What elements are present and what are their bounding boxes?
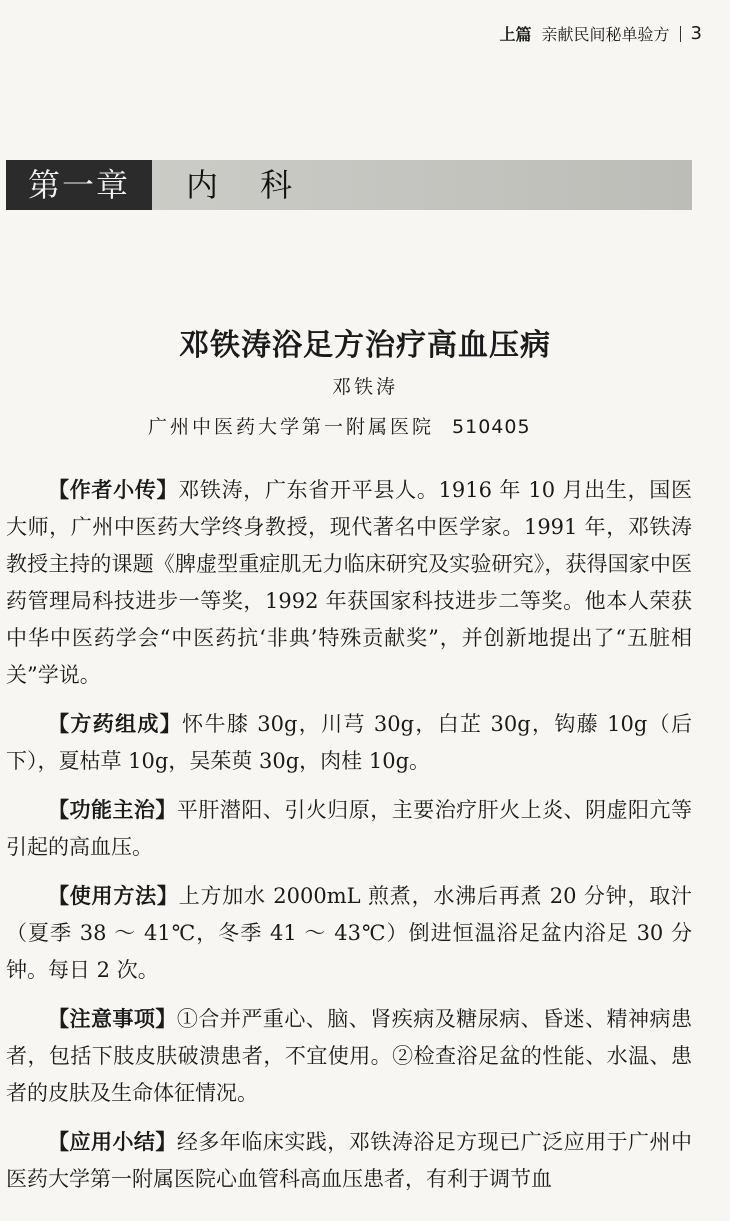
section-label: 【使用方法】	[48, 884, 179, 908]
page-number: 3	[690, 23, 702, 44]
section-text: 经多年临床实践，邓铁涛浴足方现已广泛应用于广州中医药大学第一附属医院心血管科高血压患者，有利于调节血	[6, 1130, 693, 1191]
section-ingredients	[6, 706, 692, 780]
running-header	[500, 22, 702, 45]
section-label: 【应用小结】	[48, 1130, 177, 1154]
section-text: 邓铁涛，广东省开平县人。1916 年 10 月出生，国医大师，广州中医药大学终身教授，现代著名中医学家。1991 年，邓铁涛教授主持的课题《脾虚型重症肌无力临床研究及实验研究》，获得国家中医药管理局科技进步一等奖，1992 年获国家科技进步二等奖。他本人荣获中华中医药学会“中医药抗‘非典’特殊贡献奖”，并创新地提出了“五脏相关”学说。	[6, 478, 692, 687]
section-label: 【功能主治】	[48, 798, 177, 822]
section-text: 怀牛膝 30g，川芎 30g，白芷 30g，钩藤 10g（后下），夏枯草 10g，吴茱萸 30g，肉桂 10g。	[6, 712, 693, 773]
header-divider	[680, 26, 681, 42]
section-author-bio	[6, 472, 692, 694]
section-summary	[6, 1124, 692, 1198]
section-label: 【方药组成】	[48, 712, 183, 736]
article-author: 邓铁涛	[331, 376, 398, 398]
affiliation-name: 广州中医药大学第一附属医院	[148, 416, 435, 438]
affiliation-postcode: 510405	[452, 416, 531, 438]
article-title: 邓铁涛浴足方治疗高血压病	[179, 328, 551, 363]
author-affiliation	[148, 412, 531, 439]
book-title: 亲献民间秘单验方	[541, 25, 670, 44]
section-usage	[6, 878, 692, 989]
section-label: 【作者小传】	[48, 478, 179, 502]
chapter-number: 第一章	[6, 160, 152, 210]
article-body	[6, 472, 692, 1210]
chapter-title: 内科	[186, 166, 335, 204]
section-text: 上方加水 2000mL 煎煮，水沸后再煮 20 分钟，取汁（夏季 38 ～ 41℃，冬季 41 ～ 43℃）倒进恒温浴足盆内浴足 30 分钟。每日 2 次。	[6, 884, 692, 982]
section-text: 平肝潜阳、引火归原，主要治疗肝火上炎、阴虚阳亢等引起的高血压。	[6, 798, 693, 859]
section-indications	[6, 792, 692, 866]
section-label: 【注意事项】	[48, 1007, 177, 1031]
section-precautions	[6, 1001, 692, 1112]
section-text: ①合并严重心、脑、肾疾病及糖尿病、昏迷、精神病患者，包括下肢皮肤破溃患者，不宜使用。②检查浴足盆的性能、水温、患者的皮肤及生命体征情况。	[6, 1007, 693, 1105]
chapter-banner	[6, 160, 692, 210]
part-label: 上篇	[499, 25, 532, 44]
